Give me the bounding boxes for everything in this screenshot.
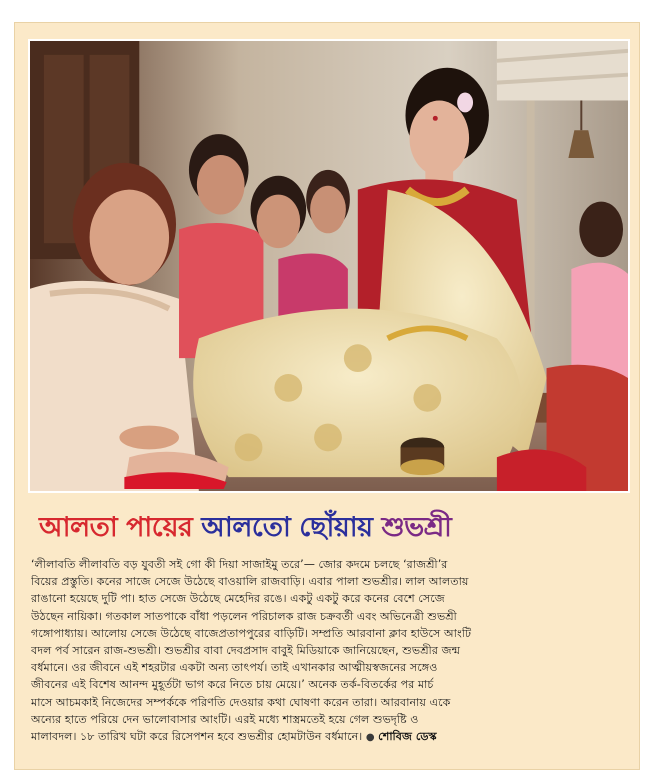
article-body — [31, 556, 627, 746]
photo-illustration — [30, 41, 628, 491]
byline: শোবিজ ডেস্ক — [378, 730, 437, 744]
article-line: গঙ্গোপাধ্যায়। আলোয় সেজে উঠেছে বাজেপ্রতাপপুরের বাড়িটি। সম্প্রতি আরবানা ক্লাব হাউসে আংটি — [31, 626, 472, 640]
article-last-line — [31, 728, 627, 746]
headline-part-2: আলতো ছোঁয়ায় — [201, 512, 373, 543]
hair-flower — [457, 93, 473, 113]
article-line: বদল পর্ব সারেন রাজ-শুভশ্রী। শুভশ্রীর বাবা দেবপ্রসাদ বাবুই মিডিয়াকে জানিয়েছেন, শুভশ্রীর জন্ম — [31, 644, 461, 658]
article-line: মালাবদল। ১৮ তারিখ ঘটা করে রিসেপশন হবে শুভশ্রীর হোমটাউন বর্ধমানে। — [31, 730, 363, 744]
article-line: বর্ধমানে। ওর জীবনে এই শহরটার একটা অন্য তাৎপর্য। তাই এখানকার আত্মীয়স্বজনের সঙ্গেও — [31, 661, 438, 675]
article-line: বিয়ের প্রস্তুতি। কনের সাজে সেজে উঠেছে বাওয়ালি রাজবাড়ি। এবার পালা শুভশ্রীর। লাল আলতায় — [31, 575, 469, 589]
hand — [119, 426, 179, 450]
article-line: ‘লীলাবতি লীলাবতি বড় যুবতী সই গো কী দিয়া সাজাইমু তরে’— জোর কদমে চলছে ‘রাজশ্রী’র — [31, 558, 448, 571]
ceiling — [497, 41, 628, 100]
article-line: উঠছেন নায়িকা। গতকাল সাতপাকে বাঁধা পড়লেন পরিচালক রাজ চক্রবর্তী এবং অভিনেত্রী শুভশ্রী — [31, 609, 457, 623]
bullet-icon: ● — [365, 732, 375, 744]
headline-part-1: আলতা পায়ের — [39, 512, 193, 543]
article-line: জীবনের এই বিশেষ আনন্দ মুহূর্তটা ভাগ করে নিতে চায় মেয়ে।’ অনেক তর্ক-বিতর্কের পর মার্চ — [31, 678, 434, 692]
headline-part-3: শুভশ্রী — [381, 512, 452, 543]
news-clipping — [14, 22, 640, 770]
bride-face — [409, 100, 469, 175]
bridal-ceremony-photo — [28, 39, 630, 493]
article-line: অন্যের হাতে পরিয়ে দেন ভালোবাসার আংটি। এরই মধ্যে শাস্ত্রমতেই হয়ে গেল শুভদৃষ্টি ও — [31, 712, 419, 726]
article-line: মাসে আচমকাই নিজেদের সম্পর্ককে পরিণতি দেওয়ার কথা ঘোষণা করেন তারা। আরবানায় একে — [31, 695, 451, 709]
article-line: রাঙানো হয়েছে দুটি পা। হাত সেজে উঠেছে মেহেদির রঙে। একটু একটু করে কনের বেশে সেজে — [31, 592, 445, 606]
headline — [39, 507, 619, 552]
